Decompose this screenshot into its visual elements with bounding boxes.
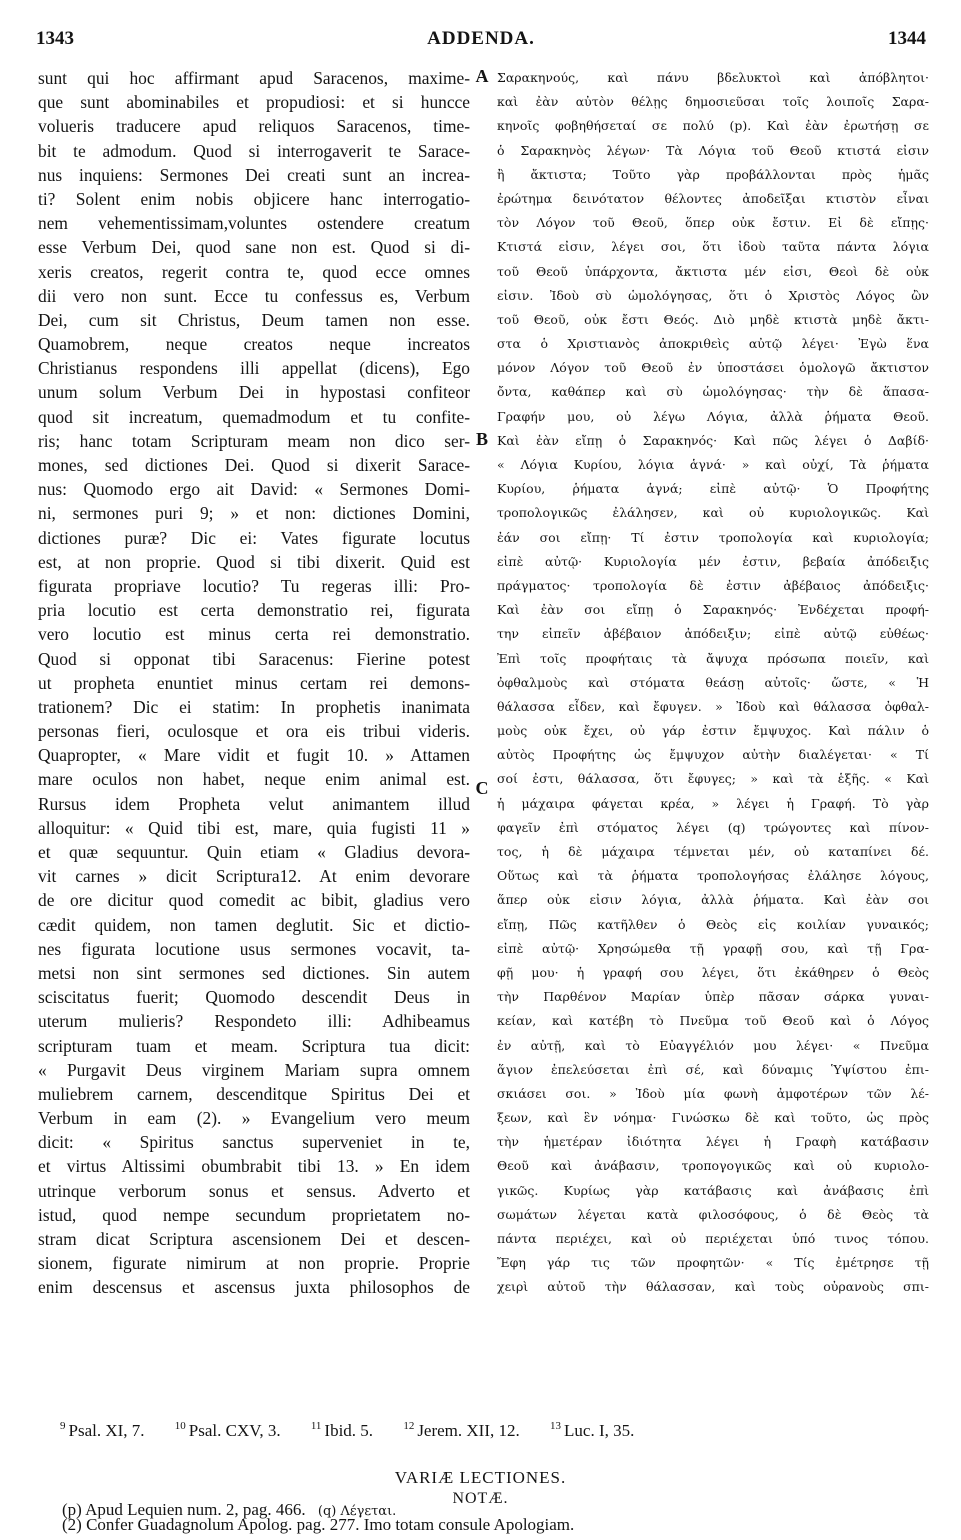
latin-line: « Purgavit Deus virginem Mariam supra omnem xyxy=(38,1059,470,1080)
greek-line: ἐάν σοι εἴπῃ· Τί ἐστιν τροπολογία καὶ κυριολογία; xyxy=(497,529,929,545)
greek-line: μόνον Λόγον τοῦ Θεοῦ ἐν ὑποστάσει ὁμολογῶ ἄκτιστον xyxy=(497,360,929,376)
greek-line: πράγματος· τροπολογία δὲ ἐστιν ἀβέβαιος ἀπόδειξις· xyxy=(497,577,929,593)
greek-line: ἐρώτημα δεινότατον θέλοντες ἀποδεῖξαι κτιστὸν εἶναι xyxy=(497,190,929,206)
latin-line: sionem, figurate nimirum at non proprie. Proprie xyxy=(38,1253,470,1274)
greek-line: Ἐπὶ τοῖς προφήταις τὰ ἄψυχα πρόσωπα ποιεῖν, καὶ xyxy=(497,650,929,666)
footnote-9-number: 9 xyxy=(60,1420,66,1432)
latin-line: ni, sermones puri 9; » et non: dictiones Domini, xyxy=(38,503,470,524)
greek-line: ὁ Σαρακηνὸς λέγων· Τὰ Λόγια τοῦ Θεοῦ κτιστά εἰσιν xyxy=(497,142,929,158)
greek-line: τὴν Παρθένον Μαρίαν ὑπὲρ πᾶσαν σάρκα γυναι- xyxy=(497,989,929,1005)
greek-line: φαγεῖν ἐπὶ στόματος λέγει (q) τρώγοντες καὶ πίνον- xyxy=(497,819,929,835)
greek-line: στα ὁ Χριστιανὸς ἀποκριθεὶς αὐτῷ λέγει· Ἐγὼ ἕνα xyxy=(497,336,929,352)
latin-line: personas fieri, oculosque et ora eis tribui videris. xyxy=(38,721,470,742)
greek-line: Ἔφη γάρ τις τῶν προφητῶν· « Τίς ἐμέτρησε τῇ xyxy=(497,1255,929,1271)
variae-lectiones-title: VARIÆ LECTIONES. xyxy=(394,1468,567,1487)
greek-line: κηνοῖς φοβηθήσεταί σε πολύ (p). Καὶ ἐὰν ἐρωτήσῃ σε xyxy=(497,118,929,134)
latin-line: ris; hanc totam Scripturam meam non dico ser- xyxy=(38,430,470,451)
latin-line: metsi non sint sermones sed dictiones. Sin autem xyxy=(38,962,470,983)
footnote-10-text: Psal. CXV, 3. xyxy=(188,1420,281,1440)
latin-line: esse Verbum Dei, quod sane non est. Quod si di- xyxy=(38,237,470,258)
latin-line: que sunt abominabiles et propudiosi: et si huncce xyxy=(38,92,470,113)
greek-line: μοὺς οὐκ ἔχει, οὐ γάρ ἐστιν ἔμψυχος. Καὶ πάλιν ὁ xyxy=(497,723,929,739)
latin-line: nus inquiens: Sermones Dei creati sunt an increa- xyxy=(38,164,470,185)
latin-line: xeris creatos, regerit contra te, quod ecce omnes xyxy=(38,261,470,282)
latin-line: Quod si opponat tibi Saracenus: Fierine potest xyxy=(38,648,470,669)
greek-line: εἰπὲ αὐτῷ· Χρησώμεθα τῇ γραφῇ σου, καὶ τῇ Γρα- xyxy=(497,940,929,956)
latin-line: Quapropter, « Mare vidit et fugit 10. » Attamen xyxy=(38,745,470,766)
greek-line: σωμάτων λέγεται κατὰ φιλοσόφους, ὁ δὲ Θεὸς τὰ xyxy=(497,1206,929,1222)
footnotes xyxy=(60,1420,920,1441)
latin-line: et quæ sequuntur. Quin etiam « Gladius devora- xyxy=(38,842,470,862)
greek-line: Σαρακηνούς, καὶ πάνυ βδελυκτοὶ καὶ ἀπόβλητοι· xyxy=(497,70,929,85)
greek-line: εἰσιν. Ἰδοὺ σὺ ὡμολόγησας, ὅτι ὁ Χριστὸς Λόγος ὢν xyxy=(497,287,929,303)
greek-line: ἢ ἄκτιστα; Τοῦτο γὰρ προβάλλονται πρὸς ἡμᾶς xyxy=(497,166,929,182)
greek-line: σοί ἐστι, θάλασσα, ὅτι ἔφυγες; » καὶ τὰ ἑξῆς. « Καὶ xyxy=(497,771,929,787)
note-2: (2) Confer Guadagnolum Apolog. pag. 277. Imo totam consule Apologiam. xyxy=(62,1515,575,1534)
latin-line: Rursus idem Propheta velut animantem illud xyxy=(38,793,470,814)
latin-line: nus: Quomodo ergo ait David: « Sermones Domi- xyxy=(38,479,470,500)
greek-line: ὀφθαλμοὺς καὶ στόματα θεάσῃ αὐτοῖς· ὥστε, « Ἡ xyxy=(497,674,929,690)
latin-line: Christianus respondens illi appellat (dicens), Ego xyxy=(38,358,470,379)
marker-c: C xyxy=(475,778,489,798)
footnote-12-number: 12 xyxy=(403,1420,415,1432)
greek-line: πάντα περιέχει, καὶ οὐ περιέχεται ὑπό τινος τόπου. xyxy=(497,1231,929,1246)
marker-b: B xyxy=(475,429,488,449)
latin-line: stram dicat Scriptura ascensionem Dei et descen- xyxy=(38,1229,470,1249)
footnote-9-text: Psal. XI, 7. xyxy=(68,1420,145,1440)
greek-line: τος, ἡ δὲ μάχαιρα τέμνεται μέν, οὐ καταπίνει δέ. xyxy=(497,844,929,859)
latin-line: ti? Solent enim nobis objicere hanc interrogatio- xyxy=(38,188,470,209)
latin-line: ut propheta enuntiet minus certam rei demons- xyxy=(38,672,470,693)
greek-line: Κτιστά εἰσιν, λέγει σοι, ὅτι ἰδοὺ ταῦτα πάντα λόγια xyxy=(497,239,929,255)
footnote-11-number: 11 xyxy=(310,1420,322,1432)
latin-line: Verbum in eam (2). » Evangelium vero meum xyxy=(38,1108,470,1129)
greek-line: θάλασσα εἶδεν, καὶ ἔφυγεν. » Ἰδοὺ καὶ θάλασσα ὀφθαλ- xyxy=(497,698,929,714)
latin-line: cædit quidem, non tamen deglutit. Sic et dictio- xyxy=(38,914,470,935)
greek-line: τὴν ἡμετέραν ἰδιότητα λέγει ἡ Γραφὴ κατάβασιν xyxy=(497,1134,929,1150)
latin-line: scripturam tuam et meam. Scriptura tua dicit: xyxy=(38,1035,470,1056)
footnote-10-number: 10 xyxy=(174,1420,186,1432)
greek-line: σκιάσει σοι. » Ἰδοὺ μία φωνὴ ἀμφοτέρων τῶν λέ- xyxy=(497,1085,929,1101)
greek-line: « Λόγια Κυρίου, λόγια ἁγνά· » καὶ οὐχί, Τὰ ῥήματα xyxy=(497,457,929,472)
greek-line: ξεων, καὶ ἓν νόημα· Γινώσκω δὲ καὶ τοῦτο, ὡς πρὸς xyxy=(497,1110,929,1126)
latin-line: muliebrem carnem, descenditque Spiritus Dei et xyxy=(38,1083,470,1104)
greek-line: κείαν, καὶ κατέβη τὸ Πνεῦμα τοῦ Θεοῦ καὶ ὁ Λόγος xyxy=(497,1013,929,1029)
greek-line: Καὶ ἐὰν σοι εἴπῃ ὁ Σαρακηνός· Ἐνδέχεται προφή- xyxy=(497,602,929,618)
greek-line: τοῦ Θεοῦ ὑπάρχοντα, ἄκτιστα μέν εἰσι, Θεοὶ δὲ οὐκ xyxy=(497,263,929,279)
greek-line: Θεοῦ καὶ ἀνάβασιν, τροπογογικῶς καὶ οὐ κυριολο- xyxy=(497,1158,929,1174)
variant-p: (p) Apud Lequien num. 2, pag. 466. xyxy=(62,1500,306,1519)
footnote-12-text: Jerem. XII, 12. xyxy=(417,1420,520,1440)
greek-line: ἅπερ οὐκ εἰσιν λόγια, ἀλλὰ ῥήματα. Καὶ ἐὰν σοι xyxy=(497,892,929,908)
greek-line: ἡ μάχαιρα φάγεται κρέα, » λέγει ἡ Γραφή. Τὸ γὰρ xyxy=(497,795,929,811)
latin-line: unum solum Verbum Dei in hypostasi confiteor xyxy=(38,382,470,403)
latin-line: et virtus Altissimi obumbrabit tibi 13. » En idem xyxy=(38,1156,470,1177)
latin-line: pria locutio est certa demonstratio rei, figurata xyxy=(38,600,470,621)
greek-line: εἰπὲ αὐτῷ· Κυριολογία μέν ἐστιν, βεβαία ἀπόδειξις xyxy=(497,553,929,569)
latin-line: dictiones puræ? Dic ei: Vates figurate locutus xyxy=(38,527,470,548)
greek-line: Οὕτως καὶ τὰ ῥήματα τροπολογήσας ἐλάλησε λόγους, xyxy=(497,868,929,884)
variant-q: (q) Λέγεται. xyxy=(317,1504,397,1519)
latin-line: figurata propriave locutio? Tu regeras illi: Pro- xyxy=(38,575,470,596)
footnote-13-text: Luc. I, 35. xyxy=(564,1420,635,1440)
latin-line: volueris traducere apud reliquos Saracenos, time- xyxy=(38,116,470,137)
left-page-number: 1343 xyxy=(36,28,74,49)
latin-line: uterum mulieris? Respondeto illi: Adhibeamus xyxy=(38,1011,470,1032)
footnote-11-text: Ibid. 5. xyxy=(324,1420,374,1440)
footnote-13-number: 13 xyxy=(550,1420,562,1432)
greek-line: ὄντα, καθάπερ καὶ σὺ ὡμολόγησας· τὴν δὲ ἅπασα- xyxy=(497,384,929,400)
greek-line: Καὶ ἐὰν εἴπῃ ὁ Σαρακηνός· Καὶ πῶς λέγει ὁ Δαβίδ· xyxy=(497,432,929,448)
latin-line: de ore dicitur quod comedit ac bibit, gladius vero xyxy=(38,890,470,911)
notae-title: NOTÆ. xyxy=(452,1490,509,1507)
greek-line: εἴπῃ, Πῶς κατῆλθεν ὁ Θεὸς εἰς κοιλίαν γυναικός; xyxy=(497,916,929,932)
latin-line: dii vero non sunt. Ecce tu confessus es, Verbum xyxy=(38,285,470,306)
greek-line: χειρὶ αὐτοῦ τὴν θάλασσαν, καὶ τοὺς οὐρανοὺς σπι- xyxy=(497,1279,929,1295)
greek-line: την εἰπεῖν ἀβέβαιον ἀπόδειξιν; εἰπὲ αὐτῷ εὐθέως· xyxy=(497,626,929,642)
greek-line: τὸν Λόγον τοῦ Θεοῦ, ὅπερ οὐκ ἔστιν. Εἰ δὲ εἴπῃς· xyxy=(497,215,929,231)
greek-column xyxy=(497,66,929,1406)
latin-line: alloquitur: « Quid tibi est, mare, quia fugisti 11 » xyxy=(38,817,470,838)
latin-line: enim descensus et ascensus juxta philosophos de xyxy=(38,1277,470,1298)
latin-line: quod sit increatum, quemadmodum et tu confite- xyxy=(38,406,470,427)
greek-line: ἐν αὐτῇ, καὶ τὸ Εὐαγγέλιόν μου λέγει· « Πνεῦμα xyxy=(497,1037,929,1053)
latin-line: Dei, cum sit Christus, Deum tamen non esse. xyxy=(38,309,470,330)
latin-line: est, at non proprie. Quod si tibi dixerit. Quid est xyxy=(38,551,470,572)
latin-line: trationem? Dic ei statim: In prophetis inanimata xyxy=(38,696,470,717)
latin-line: dicit: « Spiritus sanctus superveniet in te, xyxy=(38,1132,470,1153)
greek-line: αὐτὸς Προφήτης ὡς ἔμψυχον αὐτὴν διαλέγεται· « Τί xyxy=(497,747,929,763)
greek-line: φῇ μου· ἡ γραφή σου λέγει, ὅτι ἐκάθηρεν ὁ Θεὸς xyxy=(497,964,929,980)
greek-line: ἅγιον ἐπελεύσεται ἐπὶ σέ, καὶ δύναμις Ὑψίστου ἐπι- xyxy=(497,1061,929,1077)
latin-line: Quamobrem, neque creatos neque increatos xyxy=(38,334,470,355)
greek-line: γικῶς. Κυρίως γὰρ κατάβασις καὶ ἀνάβασις ἐπὶ xyxy=(497,1182,929,1198)
latin-line: vit carnes » dicit Scriptura12. At enim devorare xyxy=(38,866,470,887)
latin-line: mare oculos non habet, neque enim animal est. xyxy=(38,769,470,790)
greek-line: Γραφήν μου, οὐ λέγω Λόγια, ἀλλὰ ῥήματα Θεοῦ. xyxy=(497,408,929,424)
latin-line: nes figurata locutione usus sermones vocavit, ta- xyxy=(38,938,470,959)
running-title: ADDENDA. xyxy=(427,28,535,49)
latin-line: bit te admodum. Quod si interrogaverit te Sarace- xyxy=(38,140,470,161)
greek-line: Κυρίου, ῥήματα ἁγνά; εἰπὲ αὐτῷ· Ὁ Προφήτης xyxy=(497,481,929,497)
latin-line: istud, quod nempe secundum proprietatem no- xyxy=(38,1204,470,1225)
latin-line: sunt qui hoc affirmant apud Saracenos, maxime- xyxy=(38,68,470,88)
greek-line: τροπολογικῶς ἐλάλησεν, καὶ οὐ κυριολογικῶς. Καὶ xyxy=(497,505,929,521)
marker-a: A xyxy=(475,66,489,86)
latin-line: nem vehementissimam,voluntes ostendere creatum xyxy=(38,213,470,234)
latin-line: sciscitatus fuerit; Quomodo descendit Deus in xyxy=(38,987,470,1008)
greek-line: τοῦ Θεοῦ, οὐκ ἔστι Θεός. Διὸ μηδὲ κτιστὰ μηδὲ ἄκτι- xyxy=(497,311,929,327)
latin-line: mones, sed dictiones Dei. Quod si dixerit Sarace- xyxy=(38,455,470,475)
latin-column xyxy=(38,66,470,1406)
latin-line: vero locutio est minus certa rei demonstratio. xyxy=(38,624,470,645)
right-page-number: 1344 xyxy=(888,28,926,49)
page-header xyxy=(36,28,926,58)
greek-line: καὶ ἐὰν αὐτὸν θέλῃς δημοσιεῦσαι τοῖς λοιποῖς Σαρα- xyxy=(497,94,929,110)
latin-line: utrinque verborum sonus et sensus. Adverto et xyxy=(38,1180,470,1201)
